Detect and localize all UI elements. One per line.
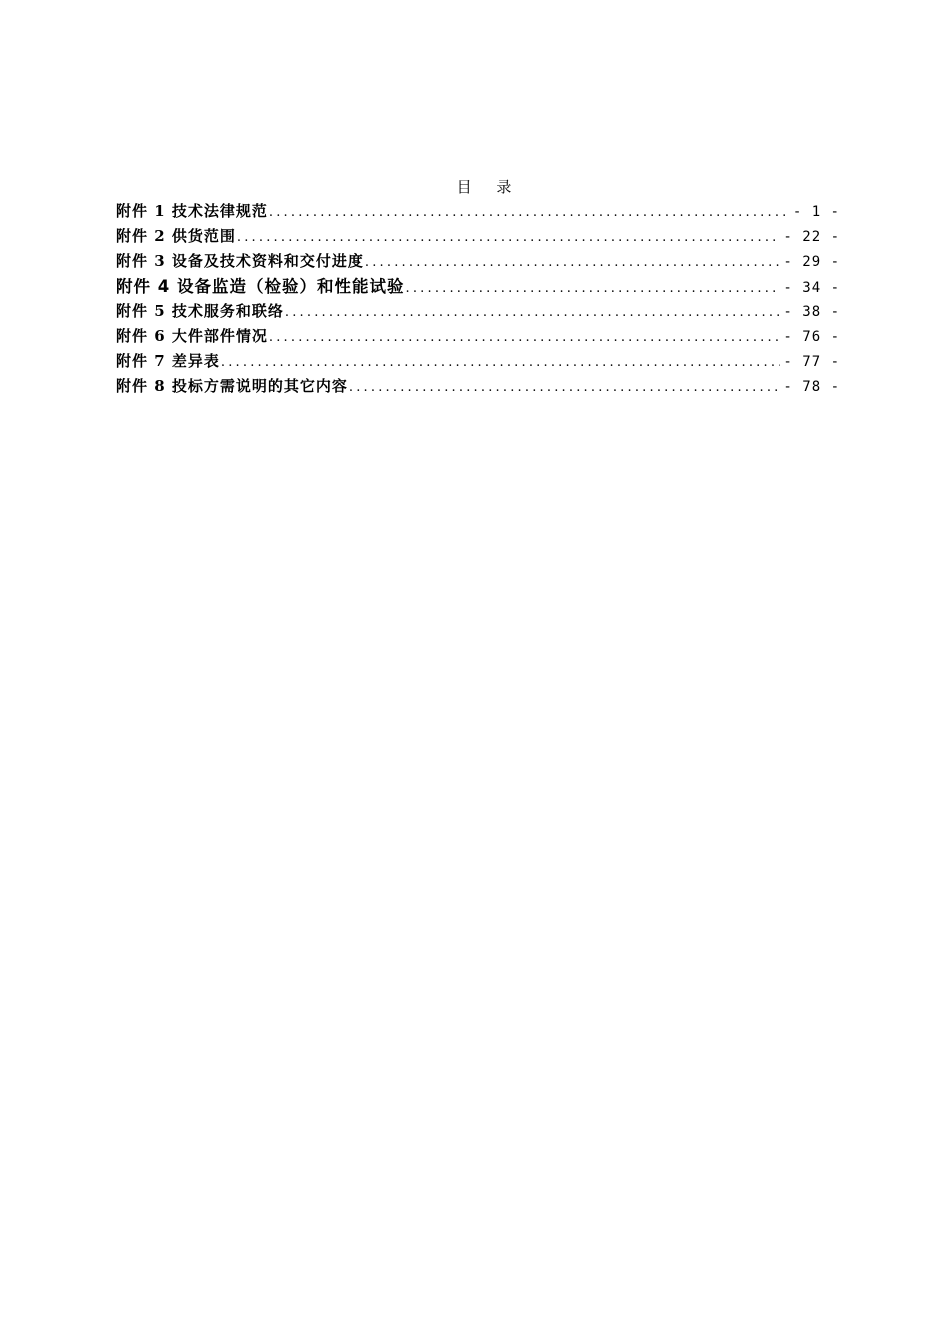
toc-entry-label: 附件 8 投标方需说明的其它内容 <box>116 377 348 395</box>
toc-entry-label: 附件 6 大件部件情况 <box>116 327 268 345</box>
toc-dot-leader <box>237 225 781 250</box>
toc-entry[interactable] <box>116 374 840 399</box>
toc-entry[interactable] <box>116 249 840 274</box>
toc-entry-label: 附件 4 设备监造（检验）和性能试验 <box>116 277 405 296</box>
toc-dot-leader <box>285 300 781 325</box>
toc-entry[interactable] <box>116 299 840 324</box>
toc-dot-leader <box>269 200 790 225</box>
toc-entry-label: 附件 3 设备及技术资料和交付进度 <box>116 252 364 270</box>
toc-page-number: - 77 - <box>783 354 840 370</box>
toc-dot-leader <box>269 325 781 350</box>
toc-page-number: - 22 - <box>783 229 840 245</box>
toc-entry[interactable] <box>116 224 840 249</box>
toc-entry-label: 附件 5 技术服务和联络 <box>116 302 284 320</box>
toc-dot-leader <box>365 250 781 275</box>
toc-entry-label: 附件 2 供货范围 <box>116 227 236 245</box>
toc-page-number: - 38 - <box>783 304 840 320</box>
toc-entry-label: 附件 7 差异表 <box>116 352 220 370</box>
toc-page-number: - 29 - <box>783 254 840 270</box>
toc-page-number: - 76 - <box>783 329 840 345</box>
toc-dot-leader <box>349 375 781 400</box>
toc-entry[interactable] <box>116 349 840 374</box>
table-of-contents <box>116 199 840 399</box>
toc-dot-leader <box>405 276 780 301</box>
toc-page-number: - 78 - <box>783 379 840 395</box>
toc-dot-leader <box>221 350 781 375</box>
toc-entry[interactable] <box>116 274 840 299</box>
toc-entry[interactable] <box>116 324 840 349</box>
toc-page-number: - 34 - <box>783 280 840 296</box>
toc-entry-label: 附件 1 技术法律规范 <box>116 202 268 220</box>
toc-entry[interactable] <box>116 199 840 224</box>
toc-page-number: - 1 - <box>792 204 840 220</box>
toc-title: 目 录 <box>456 178 522 196</box>
